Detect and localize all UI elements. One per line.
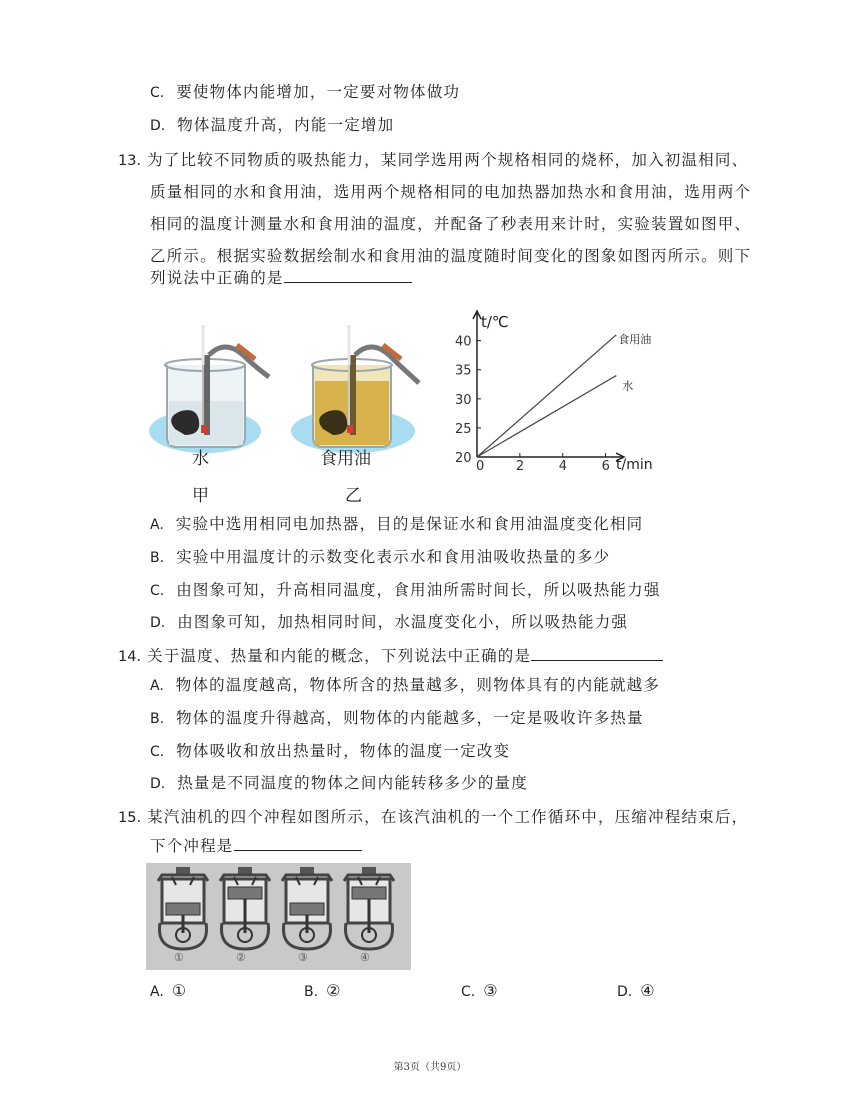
stem-text: 关于温度、热量和内能的概念，下列说法中正确的是 xyxy=(147,647,532,665)
option-text: 热量是不同温度的物体之间内能转移多少的量度 xyxy=(177,774,528,792)
option-text: 实验中用温度计的示数变化表示水和食用油吸收热量的多少 xyxy=(176,548,611,566)
engine-cylinder-4 xyxy=(344,867,394,949)
option-text: 物体吸收和放出热量时，物体的温度一定改变 xyxy=(176,742,511,760)
engine-label-4: ④ xyxy=(360,951,370,964)
q12-option-d xyxy=(150,113,394,135)
temperature-time-chart xyxy=(440,305,680,480)
x-axis-label: t/min xyxy=(616,457,653,473)
engine-cylinder-2 xyxy=(220,867,270,949)
q13-option-b xyxy=(150,545,610,567)
engine-cylinder-1 xyxy=(158,867,208,949)
series-line-oil xyxy=(477,335,616,457)
q13-option-c xyxy=(150,578,661,600)
option-letter: D. xyxy=(150,615,166,631)
figure-caption-jia: 甲 xyxy=(192,486,209,506)
q13-option-a xyxy=(150,512,643,534)
figure-caption-yi: 乙 xyxy=(345,486,362,506)
q14-stem xyxy=(118,644,663,666)
option-letter: C. xyxy=(150,744,165,760)
option-text: ③ xyxy=(483,981,498,1000)
beaker-water-label: 水 xyxy=(192,449,209,469)
series-line-water xyxy=(477,376,616,457)
q15-option-c xyxy=(461,981,498,1000)
option-letter: A. xyxy=(150,984,164,1000)
option-text: 由图象可知，加热相同时间，水温度变化小，所以吸热能力强 xyxy=(177,613,629,631)
series-label: 水 xyxy=(622,379,634,393)
q15-option-a xyxy=(150,981,186,1000)
q14-option-b xyxy=(150,706,644,728)
x-tick-label: 6 xyxy=(601,459,610,474)
engine-label-3: ③ xyxy=(298,951,308,964)
option-letter: C. xyxy=(461,984,476,1000)
question-number: 14. xyxy=(118,649,142,665)
option-text: 实验中选用相同电加热器，目的是保证水和食用油温度变化相同 xyxy=(175,515,644,533)
option-text: ① xyxy=(171,981,187,1000)
engine-diagrams xyxy=(146,863,411,970)
q14-option-c xyxy=(150,739,510,761)
beaker-oil-label: 食用油 xyxy=(320,449,371,469)
q12-option-c xyxy=(150,80,460,102)
stem-text: 列说法中正确的是 xyxy=(150,269,284,287)
option-letter: B. xyxy=(304,984,319,1000)
option-text: ② xyxy=(326,981,341,1000)
q15-stem-line-1 xyxy=(118,805,748,827)
answer-blank[interactable] xyxy=(531,646,663,661)
stem-text: 为了比较不同物质的吸热能力，某同学选用两个规格相同的烧杯，加入初温相同、 xyxy=(147,151,749,169)
option-letter: A. xyxy=(150,678,164,694)
y-tick-label: 35 xyxy=(455,363,472,379)
option-text: ④ xyxy=(640,981,655,1000)
engine-label-2: ② xyxy=(236,951,246,964)
q14-option-d xyxy=(150,771,528,793)
option-text: 物体温度升高，内能一定增加 xyxy=(177,116,395,134)
answer-blank[interactable] xyxy=(284,268,412,283)
option-text: 物体的温度越高，物体所含的热量越多，则物体具有的内能就越多 xyxy=(175,676,661,694)
q13-option-d xyxy=(150,610,628,632)
x-tick-label: 0 xyxy=(476,459,485,474)
q15-option-d xyxy=(617,981,655,1000)
option-letter: A. xyxy=(150,517,164,533)
engine-strokes-figure xyxy=(146,863,411,970)
stem-text: 某汽油机的四个冲程如图所示，在该汽油机的一个工作循环中，压缩冲程结束后， xyxy=(147,808,749,826)
option-letter: D. xyxy=(617,984,633,1000)
y-tick-label: 30 xyxy=(455,392,472,408)
question-number: 15. xyxy=(118,810,142,826)
engine-cylinder-3 xyxy=(282,867,332,949)
q14-option-a xyxy=(150,673,660,695)
engine-label-1: ① xyxy=(174,951,184,964)
option-letter: C. xyxy=(150,583,165,599)
q15-stem-line-2 xyxy=(150,834,362,856)
y-axis-label: t/℃ xyxy=(481,313,509,331)
question-number: 13. xyxy=(118,153,142,169)
option-letter: D. xyxy=(150,118,166,134)
option-text: 物体的温度升得越高，则物体的内能越多，一定是吸收许多热量 xyxy=(176,709,644,727)
q13-stem-line-4: 乙所示。根据实验数据绘制水和食用油的温度随时间变化的图象如图丙所示。则下 xyxy=(150,247,752,265)
answer-blank[interactable] xyxy=(234,836,362,851)
option-text: 要使物体内能增加，一定要对物体做功 xyxy=(176,83,461,101)
y-tick-label: 40 xyxy=(455,334,472,350)
series-label: 食用油 xyxy=(618,332,652,346)
option-letter: C. xyxy=(150,85,165,101)
q13-stem-line-3: 相同的温度计测量水和食用油的温度，并配备了秒表用来计时，实验装置如图甲、 xyxy=(150,215,752,233)
q13-stem-line-1 xyxy=(118,148,748,170)
option-letter: B. xyxy=(150,711,165,727)
beaker-water-figure xyxy=(145,325,285,465)
y-tick-label: 20 xyxy=(455,451,472,466)
q13-stem-line-2: 质量相同的水和食用油，选用两个规格相同的电加热器加热水和食用油，选用两个 xyxy=(150,183,752,201)
option-letter: B. xyxy=(150,550,165,566)
option-text: 由图象可知，升高相同温度，食用油所需时间长，所以吸热能力强 xyxy=(176,581,661,599)
page-footer: 第3页（共9页） xyxy=(393,1062,467,1073)
option-letter: D. xyxy=(150,776,166,792)
x-tick-label: 2 xyxy=(515,459,525,474)
y-tick-label: 25 xyxy=(455,421,472,437)
x-tick-label: 4 xyxy=(558,459,567,474)
q13-stem-line-5 xyxy=(150,266,412,288)
stem-text: 下个冲程是 xyxy=(150,837,234,855)
q15-option-b xyxy=(304,981,340,1000)
